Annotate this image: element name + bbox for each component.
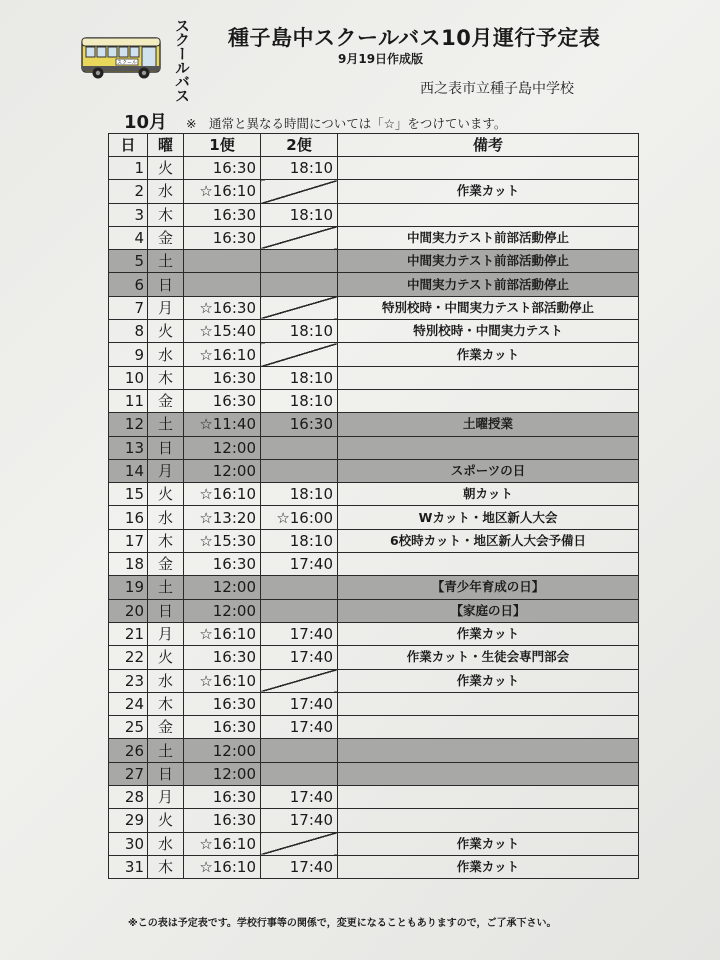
table-row	[109, 226, 639, 249]
trip1-cell: 12:00	[184, 436, 261, 459]
vertical-title: スクールバス	[173, 18, 191, 102]
trip1-cell: ☆15:30	[184, 529, 261, 552]
weekday-cell: 木	[148, 855, 184, 878]
trip1-cell: ☆11:40	[184, 413, 261, 436]
weekday-cell: 月	[148, 459, 184, 482]
weekday-cell: 水	[148, 669, 184, 692]
day-cell: 6	[109, 273, 148, 296]
trip1-cell: 16:30	[184, 786, 261, 809]
table-row	[109, 320, 639, 343]
trip2-cell	[261, 739, 338, 762]
trip2-cell: 17:40	[261, 809, 338, 832]
table-row	[109, 739, 639, 762]
weekday-cell: 土	[148, 576, 184, 599]
remarks-cell	[338, 716, 639, 739]
table-row	[109, 692, 639, 715]
header-remarks: 備考	[338, 134, 639, 157]
trip2-cell	[261, 273, 338, 296]
day-cell: 24	[109, 692, 148, 715]
page-title: 種子島中スクールバス10月運行予定表	[228, 26, 601, 50]
weekday-cell: 火	[148, 483, 184, 506]
table-header-row	[109, 134, 639, 157]
trip2-cell: 17:40	[261, 646, 338, 669]
trip1-cell	[184, 250, 261, 273]
remarks-cell: 作業カット	[338, 669, 639, 692]
weekday-cell: 金	[148, 716, 184, 739]
remarks-cell: 【青少年育成の日】	[338, 576, 639, 599]
day-cell: 17	[109, 529, 148, 552]
trip1-cell: ☆15:40	[184, 320, 261, 343]
remarks-cell: 作業カット	[338, 343, 639, 366]
weekday-cell: 月	[148, 622, 184, 645]
footer-note: ※この表は予定表です。学校行事等の関係で，変更になることもありますので，ご了承下さい。	[128, 918, 557, 929]
trip2-cell: 18:10	[261, 366, 338, 389]
remarks-cell: 特別校時・中間実力テスト	[338, 320, 639, 343]
weekday-cell: 月	[148, 296, 184, 319]
day-cell: 19	[109, 576, 148, 599]
weekday-cell: 水	[148, 343, 184, 366]
trip1-cell: ☆16:10	[184, 622, 261, 645]
trip1-cell: ☆16:10	[184, 180, 261, 203]
trip2-cell: 16:30	[261, 413, 338, 436]
remarks-cell: 土曜授業	[338, 413, 639, 436]
trip2-cell: ☆16:00	[261, 506, 338, 529]
trip1-cell: 16:30	[184, 226, 261, 249]
weekday-cell: 木	[148, 692, 184, 715]
day-cell: 29	[109, 809, 148, 832]
remarks-cell: 【家庭の日】	[338, 599, 639, 622]
remarks-cell: スポーツの日	[338, 459, 639, 482]
table-row	[109, 762, 639, 785]
table-row	[109, 832, 639, 855]
table-row	[109, 483, 639, 506]
weekday-cell: 火	[148, 157, 184, 180]
weekday-cell: 金	[148, 226, 184, 249]
trip2-cell	[261, 599, 338, 622]
trip1-cell: ☆13:20	[184, 506, 261, 529]
table-row	[109, 576, 639, 599]
legend-note: ※ 通常と異なる時間については「☆」をつけています。	[186, 116, 507, 131]
day-cell: 1	[109, 157, 148, 180]
month-label: 10月	[124, 112, 168, 133]
day-cell: 25	[109, 716, 148, 739]
table-row	[109, 203, 639, 226]
trip2-cell: 17:40	[261, 786, 338, 809]
table-row	[109, 646, 639, 669]
trip1-cell: 12:00	[184, 762, 261, 785]
trip2-cell: 18:10	[261, 483, 338, 506]
day-cell: 16	[109, 506, 148, 529]
remarks-cell	[338, 692, 639, 715]
weekday-cell: 火	[148, 646, 184, 669]
weekday-cell: 水	[148, 832, 184, 855]
table-row	[109, 296, 639, 319]
bus-sign-text: スクール	[117, 60, 137, 66]
remarks-cell	[338, 786, 639, 809]
weekday-cell: 日	[148, 599, 184, 622]
trip1-cell: 16:30	[184, 646, 261, 669]
trip2-cell: 17:40	[261, 855, 338, 878]
table-row	[109, 669, 639, 692]
trip2-cell	[261, 436, 338, 459]
trip1-cell: 12:00	[184, 459, 261, 482]
weekday-cell: 土	[148, 739, 184, 762]
trip2-cell: 17:40	[261, 553, 338, 576]
remarks-cell	[338, 436, 639, 459]
day-cell: 5	[109, 250, 148, 273]
trip2-cell	[261, 576, 338, 599]
schedule-table	[108, 133, 639, 879]
trip1-cell: 16:30	[184, 157, 261, 180]
trip1-cell: 16:30	[184, 692, 261, 715]
table-row	[109, 786, 639, 809]
day-cell: 13	[109, 436, 148, 459]
trip2-cell	[261, 762, 338, 785]
trip2-cell: 18:10	[261, 389, 338, 412]
table-row	[109, 599, 639, 622]
trip2-cell	[261, 459, 338, 482]
weekday-cell: 日	[148, 436, 184, 459]
remarks-cell	[338, 157, 639, 180]
trip1-cell: ☆16:30	[184, 296, 261, 319]
weekday-cell: 金	[148, 553, 184, 576]
table-row	[109, 716, 639, 739]
trip2-cell	[261, 226, 338, 249]
trip2-cell: 17:40	[261, 692, 338, 715]
trip2-cell: 18:10	[261, 529, 338, 552]
day-cell: 4	[109, 226, 148, 249]
weekday-cell: 火	[148, 320, 184, 343]
day-cell: 18	[109, 553, 148, 576]
table-row	[109, 250, 639, 273]
remarks-cell: 中間実力テスト前部活動停止	[338, 226, 639, 249]
day-cell: 11	[109, 389, 148, 412]
remarks-cell: 中間実力テスト前部活動停止	[338, 250, 639, 273]
trip2-cell: 18:10	[261, 320, 338, 343]
remarks-cell	[338, 203, 639, 226]
header-weekday: 曜	[148, 134, 184, 157]
table-row	[109, 273, 639, 296]
remarks-cell	[338, 809, 639, 832]
trip1-cell	[184, 273, 261, 296]
trip1-cell: ☆16:10	[184, 483, 261, 506]
day-cell: 30	[109, 832, 148, 855]
weekday-cell: 水	[148, 506, 184, 529]
weekday-cell: 火	[148, 809, 184, 832]
trip1-cell: ☆16:10	[184, 832, 261, 855]
weekday-cell: 木	[148, 366, 184, 389]
header-trip2: 2便	[261, 134, 338, 157]
day-cell: 23	[109, 669, 148, 692]
remarks-cell: 作業カット	[338, 855, 639, 878]
trip2-cell	[261, 180, 338, 203]
remarks-cell: 作業カット・生徒会専門部会	[338, 646, 639, 669]
trip1-cell: ☆16:10	[184, 669, 261, 692]
day-cell: 9	[109, 343, 148, 366]
remarks-cell	[338, 762, 639, 785]
table-row	[109, 157, 639, 180]
remarks-cell: 作業カット	[338, 180, 639, 203]
trip1-cell: 16:30	[184, 366, 261, 389]
table-row	[109, 436, 639, 459]
day-cell: 12	[109, 413, 148, 436]
table-row	[109, 553, 639, 576]
day-cell: 14	[109, 459, 148, 482]
trip2-cell: 18:10	[261, 203, 338, 226]
trip1-cell: 12:00	[184, 599, 261, 622]
trip1-cell: 16:30	[184, 203, 261, 226]
weekday-cell: 水	[148, 180, 184, 203]
trip2-cell: 17:40	[261, 716, 338, 739]
day-cell: 22	[109, 646, 148, 669]
day-cell: 2	[109, 180, 148, 203]
table-row	[109, 855, 639, 878]
remarks-cell: 朝カット	[338, 483, 639, 506]
table-row	[109, 366, 639, 389]
remarks-cell: 中間実力テスト前部活動停止	[338, 273, 639, 296]
day-cell: 10	[109, 366, 148, 389]
remarks-cell	[338, 366, 639, 389]
table-row	[109, 809, 639, 832]
remarks-cell: 特別校時・中間実力テスト部活動停止	[338, 296, 639, 319]
school-name: 西之表市立種子島中学校	[420, 81, 574, 97]
header-day: 日	[109, 134, 148, 157]
day-cell: 27	[109, 762, 148, 785]
trip2-cell	[261, 669, 338, 692]
trip1-cell: 16:30	[184, 389, 261, 412]
weekday-cell: 日	[148, 762, 184, 785]
trip1-cell: 16:30	[184, 553, 261, 576]
header-trip1: 1便	[184, 134, 261, 157]
table-row	[109, 622, 639, 645]
weekday-cell: 日	[148, 273, 184, 296]
table-row	[109, 180, 639, 203]
table-row	[109, 506, 639, 529]
trip2-cell: 18:10	[261, 157, 338, 180]
day-cell: 20	[109, 599, 148, 622]
weekday-cell: 木	[148, 203, 184, 226]
trip1-cell: 12:00	[184, 576, 261, 599]
remarks-cell: 作業カット	[338, 622, 639, 645]
trip2-cell	[261, 832, 338, 855]
day-cell: 28	[109, 786, 148, 809]
trip2-cell	[261, 343, 338, 366]
day-cell: 15	[109, 483, 148, 506]
day-cell: 26	[109, 739, 148, 762]
remarks-cell: 作業カット	[338, 832, 639, 855]
day-cell: 7	[109, 296, 148, 319]
remarks-cell	[338, 553, 639, 576]
weekday-cell: 木	[148, 529, 184, 552]
table-row	[109, 343, 639, 366]
edition-label: 9月19日作成版	[338, 52, 424, 66]
trip1-cell: 16:30	[184, 716, 261, 739]
school-bus-illustration	[80, 34, 164, 80]
table-row	[109, 413, 639, 436]
day-cell: 21	[109, 622, 148, 645]
table-row	[109, 529, 639, 552]
weekday-cell: 金	[148, 389, 184, 412]
remarks-cell	[338, 739, 639, 762]
day-cell: 31	[109, 855, 148, 878]
weekday-cell: 土	[148, 413, 184, 436]
trip1-cell: ☆16:10	[184, 343, 261, 366]
trip2-cell	[261, 250, 338, 273]
trip2-cell: 17:40	[261, 622, 338, 645]
trip2-cell	[261, 296, 338, 319]
trip1-cell: ☆16:10	[184, 855, 261, 878]
day-cell: 3	[109, 203, 148, 226]
weekday-cell: 土	[148, 250, 184, 273]
table-row	[109, 389, 639, 412]
day-cell: 8	[109, 320, 148, 343]
remarks-cell	[338, 389, 639, 412]
remarks-cell: 6校時カット・地区新人大会予備日	[338, 529, 639, 552]
remarks-cell: Wカット・地区新人大会	[338, 506, 639, 529]
weekday-cell: 月	[148, 786, 184, 809]
table-row	[109, 459, 639, 482]
trip1-cell: 16:30	[184, 809, 261, 832]
trip1-cell: 12:00	[184, 739, 261, 762]
